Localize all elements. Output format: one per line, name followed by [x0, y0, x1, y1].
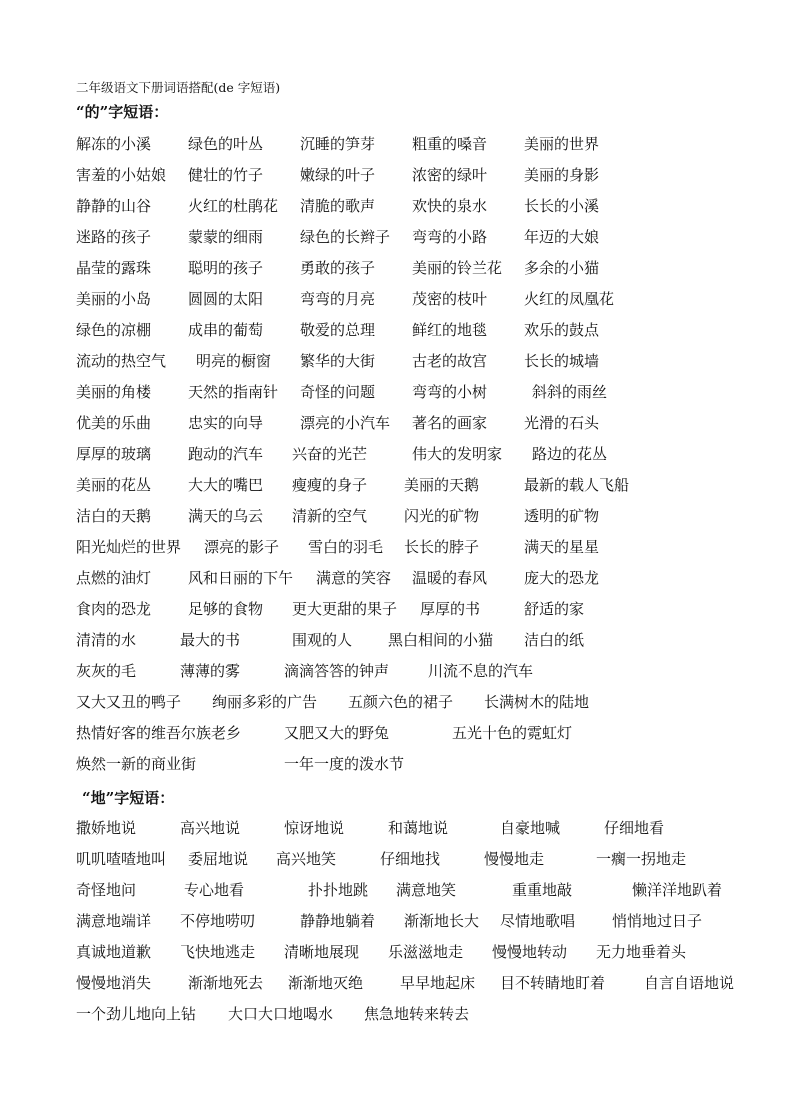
phrase-row [76, 972, 776, 994]
phrase: 重重地敲 [512, 881, 573, 899]
phrase: 满意地端详 [76, 912, 152, 930]
phrase: 川流不息的汽车 [428, 662, 534, 680]
phrase: 撒娇地说 [76, 819, 137, 837]
phrase: 嫩绿的叶子 [300, 166, 376, 184]
phrase-row [76, 941, 776, 963]
phrase-row [76, 848, 776, 870]
phrase: 蒙蒙的细雨 [188, 228, 264, 246]
phrase: 著名的画家 [412, 414, 488, 432]
phrase: 不停地唠叨 [180, 912, 256, 930]
phrase-row [76, 443, 776, 465]
phrase: 一瘸一拐地走 [596, 850, 687, 868]
phrase: 满天的乌云 [188, 507, 264, 525]
phrase: 委屈地说 [188, 850, 249, 868]
phrase: 慢慢地走 [484, 850, 545, 868]
phrase: 晶莹的露珠 [76, 259, 152, 277]
phrase: 圆圆的太阳 [188, 290, 264, 308]
phrase: 路边的花丛 [532, 445, 608, 463]
phrase: 清脆的歌声 [300, 197, 376, 215]
phrase: 解冻的小溪 [76, 135, 152, 153]
phrase: 又肥又大的野兔 [284, 724, 390, 742]
phrase: 清新的空气 [292, 507, 368, 525]
phrase: 忠实的向导 [188, 414, 264, 432]
phrase: 懒洋洋地趴着 [632, 881, 723, 899]
phrase-row [76, 381, 776, 403]
phrase: 五光十色的霓虹灯 [452, 724, 573, 742]
phrase: 一年一度的泼水节 [284, 755, 405, 773]
phrase: 奇怪的问题 [300, 383, 376, 401]
phrase-row [76, 133, 776, 155]
phrase: 长满树木的陆地 [484, 693, 590, 711]
phrase: 食肉的恐龙 [76, 600, 152, 618]
phrase-row [76, 817, 776, 839]
phrase-row [76, 505, 776, 527]
phrase: 美丽的世界 [524, 135, 600, 153]
phrase: 慢慢地消失 [76, 974, 152, 992]
phrase: 渐渐地灭绝 [288, 974, 364, 992]
phrase: 早早地起床 [400, 974, 476, 992]
phrase-row [76, 753, 776, 775]
phrase: 厚厚的书 [420, 600, 481, 618]
phrase: 聪明的孩子 [188, 259, 264, 277]
phrase: 害羞的小姑娘 [76, 166, 167, 184]
phrase: 雪白的羽毛 [308, 538, 384, 556]
phrase: 欢快的泉水 [412, 197, 488, 215]
phrase: 大口大口地喝水 [228, 1005, 334, 1023]
phrase: 敬爱的总理 [300, 321, 376, 339]
phrase: 专心地看 [184, 881, 245, 899]
phrase: 静静的山谷 [76, 197, 152, 215]
phrase: 欢乐的鼓点 [524, 321, 600, 339]
phrase: 和蔼地说 [388, 819, 449, 837]
phrase: 薄薄的雾 [180, 662, 241, 680]
phrase: 更大更甜的果子 [292, 600, 398, 618]
phrase-row [76, 257, 776, 279]
phrase-row [76, 226, 776, 248]
phrase: 尽情地歌唱 [500, 912, 576, 930]
phrase: 点燃的油灯 [76, 569, 152, 587]
phrase: 美丽的天鹅 [404, 476, 480, 494]
phrase: 透明的矿物 [524, 507, 600, 525]
phrase: 火红的杜鹃花 [188, 197, 279, 215]
phrase: 黑白相间的小猫 [388, 631, 494, 649]
phrase-row [76, 164, 776, 186]
phrase: 焦急地转来转去 [364, 1005, 470, 1023]
phrase: 流动的热空气 [76, 352, 167, 370]
phrase: 高兴地笑 [276, 850, 337, 868]
phrase: 火红的凤凰花 [524, 290, 615, 308]
phrase-row [76, 598, 776, 620]
phrase: 清晰地展现 [284, 943, 360, 961]
phrase: 弯弯的月亮 [300, 290, 376, 308]
phrase-row [76, 660, 776, 682]
phrase: 明亮的橱窗 [196, 352, 272, 370]
phrase: 多余的小猫 [524, 259, 600, 277]
phrase: 健壮的竹子 [188, 166, 264, 184]
phrase: 仔细地看 [604, 819, 665, 837]
phrase: 古老的故宫 [412, 352, 488, 370]
phrase: 焕然一新的商业街 [76, 755, 197, 773]
phrase: 浓密的绿叶 [412, 166, 488, 184]
phrase: 长长的脖子 [404, 538, 480, 556]
phrase: 闪光的矿物 [404, 507, 480, 525]
phrase: 茂密的枝叶 [412, 290, 488, 308]
phrase: 美丽的铃兰花 [412, 259, 503, 277]
phrase: 弯弯的小树 [412, 383, 488, 401]
phrase: 美丽的小岛 [76, 290, 152, 308]
phrase: 阳光灿烂的世界 [76, 538, 182, 556]
phrase: 温暖的春风 [412, 569, 488, 587]
phrase: 粗重的嗓音 [412, 135, 488, 153]
phrase: 大大的嘴巴 [188, 476, 264, 494]
phrase: 五颜六色的裙子 [348, 693, 454, 711]
phrase-row [76, 1003, 776, 1025]
phrase: 又大又丑的鸭子 [76, 693, 182, 711]
phrase: 目不转睛地盯着 [500, 974, 606, 992]
phrase: 灰灰的毛 [76, 662, 137, 680]
phrase: 伟大的发明家 [412, 445, 503, 463]
phrase: 繁华的大街 [300, 352, 376, 370]
phrase: 瘦瘦的身子 [292, 476, 368, 494]
de-phrases-heading: “的”字短语： [76, 103, 169, 121]
document-title: 二年级语文下册词语搭配(de 字短语) [76, 80, 281, 95]
phrase: 弯弯的小路 [412, 228, 488, 246]
phrase: 真诚地道歉 [76, 943, 152, 961]
phrase: 乐滋滋地走 [388, 943, 464, 961]
phrase: 光滑的石头 [524, 414, 600, 432]
phrase: 年迈的大娘 [524, 228, 600, 246]
phrase: 惊讶地说 [284, 819, 345, 837]
phrase: 无力地垂着头 [596, 943, 687, 961]
phrase: 满天的星星 [524, 538, 600, 556]
phrase: 洁白的天鹅 [76, 507, 152, 525]
phrase: 自言自语地说 [644, 974, 735, 992]
phrase: 自豪地喊 [500, 819, 561, 837]
phrase: 飞快地逃走 [180, 943, 256, 961]
phrase: 洁白的纸 [524, 631, 585, 649]
phrase-row [76, 319, 776, 341]
phrase-row [76, 722, 776, 744]
phrase: 慢慢地转动 [492, 943, 568, 961]
phrase: 渐渐地长大 [404, 912, 480, 930]
phrase: 悄悄地过日子 [612, 912, 703, 930]
phrase: 最新的载人飞船 [524, 476, 630, 494]
phrase: 跑动的汽车 [188, 445, 264, 463]
phrase: 静静地躺着 [300, 912, 376, 930]
phrase: 一个劲儿地向上钻 [76, 1005, 197, 1023]
phrase: 漂亮的小汽车 [300, 414, 391, 432]
phrase: 漂亮的影子 [204, 538, 280, 556]
phrase-row [76, 691, 776, 713]
phrase: 美丽的花丛 [76, 476, 152, 494]
phrase-row [76, 567, 776, 589]
phrase: 斜斜的雨丝 [532, 383, 608, 401]
phrase: 长长的城墙 [524, 352, 600, 370]
phrase: 奇怪地问 [76, 881, 137, 899]
phrase-row [76, 350, 776, 372]
phrase: 勇敢的孩子 [300, 259, 376, 277]
phrase: 热情好客的维吾尔族老乡 [76, 724, 242, 742]
phrase-row [76, 412, 776, 434]
phrase: 舒适的家 [524, 600, 585, 618]
phrase: 滴滴答答的钟声 [284, 662, 390, 680]
phrase: 天然的指南针 [188, 383, 279, 401]
phrase: 迷路的孩子 [76, 228, 152, 246]
phrase: 叽叽喳喳地叫 [76, 850, 167, 868]
phrase: 高兴地说 [180, 819, 241, 837]
phrase: 庞大的恐龙 [524, 569, 600, 587]
phrase-row [76, 288, 776, 310]
phrase: 兴奋的光芒 [292, 445, 368, 463]
phrase: 绿色的凉棚 [76, 321, 152, 339]
phrase: 围观的人 [292, 631, 353, 649]
phrase: 仔细地找 [380, 850, 441, 868]
phrase: 扑扑地跳 [308, 881, 369, 899]
phrase: 风和日丽的下午 [188, 569, 294, 587]
phrase-row [76, 474, 776, 496]
phrase: 绚丽多彩的广告 [212, 693, 318, 711]
phrase: 厚厚的玻璃 [76, 445, 152, 463]
phrase: 绿色的长辫子 [300, 228, 391, 246]
phrase: 绿色的叶丛 [188, 135, 264, 153]
phrase: 优美的乐曲 [76, 414, 152, 432]
phrase: 长长的小溪 [524, 197, 600, 215]
phrase: 沉睡的笋芽 [300, 135, 376, 153]
phrase: 清清的水 [76, 631, 137, 649]
phrase: 鲜红的地毯 [412, 321, 488, 339]
phrase-row [76, 195, 776, 217]
phrase: 足够的食物 [188, 600, 264, 618]
phrase-row [76, 910, 776, 932]
phrase: 最大的书 [180, 631, 241, 649]
phrase: 满意地笑 [396, 881, 457, 899]
phrase-row [76, 879, 776, 901]
phrase-row [76, 629, 776, 651]
phrase: 满意的笑容 [316, 569, 392, 587]
phrase: 美丽的身影 [524, 166, 600, 184]
phrase: 渐渐地死去 [188, 974, 264, 992]
di-phrases-heading: “地”字短语： [82, 789, 175, 807]
phrase: 成串的葡萄 [188, 321, 264, 339]
phrase-row [76, 536, 776, 558]
phrase: 美丽的角楼 [76, 383, 152, 401]
